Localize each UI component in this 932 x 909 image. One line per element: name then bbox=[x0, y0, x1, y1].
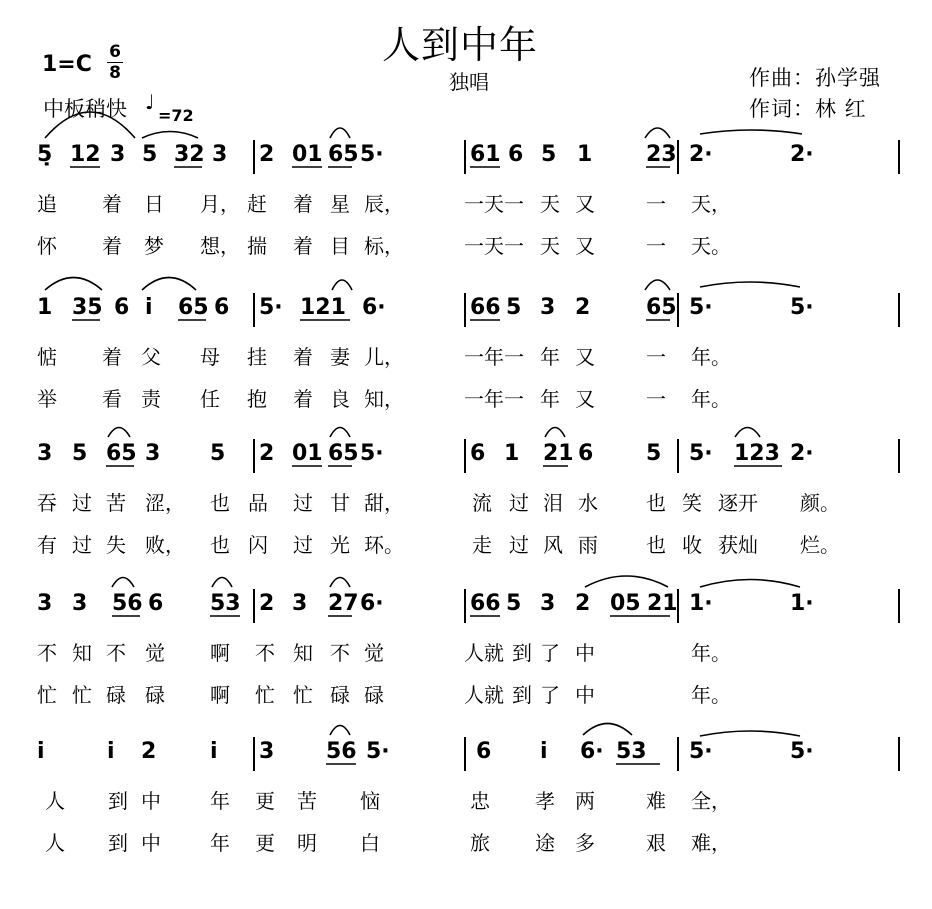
lyric-syllable: 人 bbox=[45, 789, 65, 813]
note: 121 bbox=[300, 295, 346, 320]
lyric-syllable: 白 bbox=[360, 831, 380, 855]
lyric-syllable: 过 bbox=[509, 533, 529, 557]
lyric-syllable: 难， bbox=[691, 831, 731, 855]
lyric-syllable: 不 bbox=[330, 641, 350, 665]
lyric-syllable: 着 bbox=[293, 192, 313, 216]
note: 5· bbox=[366, 739, 390, 764]
note: 3 bbox=[145, 441, 161, 466]
lyric-syllable: 啊 bbox=[210, 683, 230, 707]
lyric-syllable: 觉 bbox=[145, 641, 165, 665]
note: 56 bbox=[326, 739, 357, 764]
note: 5 bbox=[646, 441, 662, 466]
note: 1 bbox=[504, 441, 520, 466]
lyric-syllable: 颜。 bbox=[800, 491, 840, 515]
time-signature-top: 6 bbox=[109, 42, 121, 62]
barline bbox=[464, 439, 466, 473]
barline bbox=[898, 439, 900, 473]
lyric-syllable: 了 bbox=[540, 683, 560, 707]
slur bbox=[700, 130, 802, 134]
note: 5 bbox=[142, 142, 158, 167]
barline bbox=[677, 293, 679, 327]
lyric-syllable: 逐开 bbox=[718, 491, 758, 515]
slur bbox=[330, 726, 350, 736]
note: 1· bbox=[790, 591, 814, 616]
barline bbox=[898, 293, 900, 327]
barline bbox=[253, 439, 255, 473]
lyric-syllable: 艰 bbox=[646, 831, 666, 855]
lyric-syllable: 到 bbox=[108, 789, 128, 813]
note: 3 bbox=[212, 142, 228, 167]
lyric-syllable: 责 bbox=[141, 387, 161, 411]
note: i bbox=[540, 739, 548, 764]
lyric-syllable: 吞 bbox=[37, 491, 57, 515]
performance-type: 独唱 bbox=[449, 70, 489, 94]
note: 65 bbox=[328, 142, 359, 167]
lyric-syllable: 梦 bbox=[144, 234, 164, 258]
lyric-syllable: 年 bbox=[540, 345, 560, 369]
note: 3 bbox=[37, 591, 53, 616]
note: 66 bbox=[470, 295, 501, 320]
note: 53 bbox=[616, 739, 647, 764]
lyric-syllable: 赶 bbox=[247, 192, 267, 216]
lyric-syllable: 星 bbox=[330, 192, 350, 216]
barline bbox=[677, 589, 679, 623]
barline bbox=[253, 293, 255, 327]
lyric-syllable: 月， bbox=[200, 192, 240, 216]
lyric-syllable: 过 bbox=[509, 491, 529, 515]
note: 6· bbox=[362, 295, 386, 320]
note: 2 bbox=[259, 591, 275, 616]
note: 01 bbox=[292, 441, 323, 466]
note: 65 bbox=[178, 295, 209, 320]
barline bbox=[464, 140, 466, 174]
note: 5 bbox=[506, 295, 522, 320]
note: i bbox=[37, 739, 45, 764]
note: 1· bbox=[689, 591, 713, 616]
lyric-syllable: 流 bbox=[472, 491, 492, 515]
slur bbox=[700, 282, 800, 287]
note: 27 bbox=[328, 591, 359, 616]
lyric-syllable: 忙 bbox=[37, 683, 57, 707]
lyric-syllable: 旅 bbox=[470, 831, 490, 855]
slur bbox=[330, 578, 350, 588]
lyric-syllable: 啊 bbox=[210, 641, 230, 665]
lyric-syllable: 中 bbox=[575, 683, 595, 707]
lyric-syllable: 碌 bbox=[106, 683, 126, 707]
lyric-syllable: 碌 bbox=[330, 683, 350, 707]
note: i bbox=[107, 739, 115, 764]
lyric-syllable: 收 bbox=[682, 533, 702, 557]
lyric-syllable: 一 bbox=[646, 345, 666, 369]
lyric-syllable: 怀 bbox=[37, 234, 57, 258]
note: 35 bbox=[72, 295, 103, 320]
lyric-syllable: 一 bbox=[646, 387, 666, 411]
lyric-syllable: 人 bbox=[45, 831, 65, 855]
lyric-syllable: 惦 bbox=[37, 345, 57, 369]
lyric-syllable: 觉 bbox=[364, 641, 384, 665]
lyric-syllable: 挂 bbox=[247, 345, 267, 369]
note: 32 bbox=[174, 142, 205, 167]
lyric-syllable: 一年一 bbox=[464, 345, 524, 369]
barline bbox=[898, 140, 900, 174]
lyric-syllable: 抱 bbox=[247, 387, 267, 411]
lyric-syllable: 知， bbox=[364, 387, 404, 411]
lyric-syllable: 辰， bbox=[364, 192, 404, 216]
note: 21 bbox=[647, 591, 678, 616]
slur bbox=[645, 128, 670, 138]
lyric-syllable: 笑 bbox=[682, 491, 702, 515]
note: 5 bbox=[210, 441, 226, 466]
lyric-syllable: 甜， bbox=[364, 491, 404, 515]
lyric-syllable: 光 bbox=[330, 533, 350, 557]
lyric-syllable: 追 bbox=[37, 192, 57, 216]
lyric-syllable: 着 bbox=[293, 387, 313, 411]
slur bbox=[330, 428, 350, 438]
note: 6 bbox=[114, 295, 130, 320]
slur bbox=[142, 278, 196, 291]
lyric-syllable: 过 bbox=[72, 533, 92, 557]
quarter-note-icon: ♩ bbox=[145, 90, 155, 114]
lyric-syllable: 到 bbox=[512, 641, 532, 665]
lyric-syllable: 又 bbox=[575, 345, 595, 369]
lyric-syllable: 走 bbox=[472, 533, 492, 557]
lyric-syllable: 品 bbox=[248, 491, 268, 515]
lyric-syllable: 烂。 bbox=[800, 533, 840, 557]
note: 2· bbox=[689, 142, 713, 167]
lyric-syllable: 不 bbox=[106, 641, 126, 665]
note: 66 bbox=[470, 591, 501, 616]
lyric-syllable: 又 bbox=[575, 192, 595, 216]
slur bbox=[212, 578, 232, 588]
lyric-syllable: 失 bbox=[106, 533, 126, 557]
lyric-syllable: 恼 bbox=[360, 789, 380, 813]
lyric-syllable: 过 bbox=[293, 533, 313, 557]
lyric-syllable: 年 bbox=[540, 387, 560, 411]
lyric-syllable: 甘 bbox=[330, 491, 350, 515]
lyric-syllable: 中 bbox=[141, 789, 161, 813]
note: 6· bbox=[360, 591, 384, 616]
lyricist-credit: 作词：林 红 bbox=[749, 97, 867, 121]
lyric-syllable: 着 bbox=[102, 234, 122, 258]
lyric-syllable: 一天一 bbox=[464, 234, 524, 258]
lyric-syllable: 举 bbox=[37, 387, 57, 411]
note: 5 bbox=[541, 142, 557, 167]
note: 2 bbox=[259, 441, 275, 466]
lyric-syllable: 年。 bbox=[691, 387, 731, 411]
barline bbox=[464, 737, 466, 771]
lyric-syllable: 母 bbox=[200, 345, 220, 369]
lyric-syllable: 碌 bbox=[145, 683, 165, 707]
lyric-syllable: 又 bbox=[575, 234, 595, 258]
note: 6 bbox=[578, 441, 594, 466]
note: 6 bbox=[214, 295, 230, 320]
note: 61 bbox=[470, 142, 501, 167]
barline bbox=[677, 737, 679, 771]
lyric-syllable: 两 bbox=[575, 789, 595, 813]
lyric-syllable: 揣 bbox=[247, 234, 267, 258]
slur bbox=[45, 278, 102, 291]
lyric-syllable: 中 bbox=[141, 831, 161, 855]
song-title: 人到中年 bbox=[382, 23, 539, 67]
lyric-syllable: 着 bbox=[293, 234, 313, 258]
note: 65 bbox=[328, 441, 359, 466]
lyric-syllable: 不 bbox=[255, 641, 275, 665]
note: 5· bbox=[360, 441, 384, 466]
lyric-syllable: 中 bbox=[575, 641, 595, 665]
note: 5 bbox=[72, 441, 88, 466]
barline bbox=[253, 589, 255, 623]
slur bbox=[700, 731, 800, 736]
composer-credit: 作曲：孙学强 bbox=[749, 66, 881, 90]
note: 2· bbox=[790, 142, 814, 167]
note: 01 bbox=[292, 142, 323, 167]
note: 5· bbox=[790, 739, 814, 764]
lyric-syllable: 知 bbox=[72, 641, 92, 665]
slur bbox=[545, 428, 565, 438]
lyric-syllable: 闪 bbox=[248, 533, 268, 557]
slur bbox=[142, 132, 198, 139]
slur bbox=[585, 576, 668, 587]
note: 5̣ bbox=[37, 142, 53, 167]
lyric-syllable: 年 bbox=[210, 831, 230, 855]
lyric-syllable: 途 bbox=[535, 831, 555, 855]
slur bbox=[330, 128, 350, 138]
note: 53 bbox=[210, 591, 241, 616]
note: i bbox=[210, 739, 218, 764]
slur bbox=[645, 280, 670, 290]
note: 6 bbox=[148, 591, 164, 616]
lyric-syllable: 人就 bbox=[464, 683, 504, 707]
lyric-syllable: 全， bbox=[691, 789, 731, 813]
note: 65 bbox=[646, 295, 677, 320]
lyric-syllable: 一 bbox=[646, 192, 666, 216]
lyric-syllable: 有 bbox=[37, 533, 57, 557]
note: 2 bbox=[575, 295, 591, 320]
lyric-syllable: 更 bbox=[255, 789, 275, 813]
note: 5· bbox=[259, 295, 283, 320]
note: 3 bbox=[72, 591, 88, 616]
barline bbox=[253, 737, 255, 771]
lyric-syllable: 任 bbox=[200, 387, 220, 411]
lyric-syllable: 也 bbox=[646, 491, 666, 515]
barline bbox=[464, 589, 466, 623]
note: 1 bbox=[577, 142, 593, 167]
lyric-syllable: 一 bbox=[646, 234, 666, 258]
lyric-syllable: 妻 bbox=[330, 345, 350, 369]
lyric-syllable: 败， bbox=[145, 533, 185, 557]
lyric-syllable: 一年一 bbox=[464, 387, 524, 411]
lyric-syllable: 天。 bbox=[691, 234, 731, 258]
note: 5· bbox=[689, 295, 713, 320]
note: 3 bbox=[540, 591, 556, 616]
lyric-syllable: 日 bbox=[144, 192, 164, 216]
lyric-syllable: 不 bbox=[37, 641, 57, 665]
lyric-syllable: 孝 bbox=[535, 789, 555, 813]
lyric-syllable: 风 bbox=[543, 533, 563, 557]
lyric-syllable: 年。 bbox=[691, 345, 731, 369]
lyric-syllable: 天 bbox=[540, 192, 560, 216]
note: 5· bbox=[360, 142, 384, 167]
barline bbox=[677, 140, 679, 174]
lyric-syllable: 良 bbox=[330, 387, 350, 411]
note: 2· bbox=[790, 441, 814, 466]
key-signature: 1=C bbox=[42, 52, 92, 77]
note: 6 bbox=[476, 739, 492, 764]
lyric-syllable: 也 bbox=[210, 533, 230, 557]
note: 3 bbox=[292, 591, 308, 616]
note: i bbox=[145, 295, 153, 320]
lyric-syllable: 人就 bbox=[464, 641, 504, 665]
lyric-syllable: 苦 bbox=[297, 789, 317, 813]
lyric-syllable: 环。 bbox=[364, 533, 404, 557]
note: 5 bbox=[506, 591, 522, 616]
slur bbox=[735, 428, 760, 438]
note: 2 bbox=[259, 142, 275, 167]
lyric-syllable: 泪 bbox=[543, 491, 563, 515]
lyric-syllable: 忙 bbox=[255, 683, 275, 707]
note: 5· bbox=[689, 739, 713, 764]
lyric-syllable: 明 bbox=[297, 831, 317, 855]
lyric-syllable: 忙 bbox=[72, 683, 92, 707]
note: 6· bbox=[580, 739, 604, 764]
lyric-syllable: 着 bbox=[102, 192, 122, 216]
slur bbox=[583, 724, 632, 736]
barline bbox=[677, 439, 679, 473]
note: 6 bbox=[470, 441, 486, 466]
note: 56 bbox=[112, 591, 143, 616]
lyric-syllable: 忠 bbox=[470, 789, 490, 813]
lyric-syllable: 多 bbox=[575, 831, 595, 855]
note: 6 bbox=[508, 142, 524, 167]
lyric-syllable: 雨 bbox=[578, 533, 598, 557]
note: 3 bbox=[259, 739, 275, 764]
lyric-syllable: 碌 bbox=[364, 683, 384, 707]
lyric-syllable: 年。 bbox=[691, 641, 731, 665]
barline bbox=[464, 293, 466, 327]
lyric-syllable: 过 bbox=[293, 491, 313, 515]
lyric-syllable: 了 bbox=[540, 641, 560, 665]
lyric-syllable: 苦 bbox=[106, 491, 126, 515]
slur bbox=[112, 578, 134, 588]
note: 12 bbox=[70, 142, 101, 167]
note: 123 bbox=[734, 441, 780, 466]
barline bbox=[253, 140, 255, 174]
time-signature-bottom: 8 bbox=[109, 63, 121, 83]
tempo-mark: =72 bbox=[158, 106, 194, 125]
lyric-syllable: 天， bbox=[691, 192, 731, 216]
lyric-syllable: 年 bbox=[210, 789, 230, 813]
lyric-syllable: 知 bbox=[293, 641, 313, 665]
lyric-syllable: 也 bbox=[646, 533, 666, 557]
time-signature bbox=[105, 42, 125, 83]
lyric-syllable: 父 bbox=[141, 345, 161, 369]
lyric-syllable: 看 bbox=[102, 387, 122, 411]
lyric-syllable: 儿， bbox=[364, 345, 404, 369]
lyric-syllable: 过 bbox=[72, 491, 92, 515]
lyric-syllable: 着 bbox=[102, 345, 122, 369]
lyric-syllable: 也 bbox=[210, 491, 230, 515]
lyric-syllable: 着 bbox=[293, 345, 313, 369]
lyric-syllable: 一天一 bbox=[464, 192, 524, 216]
lyric-syllable: 目 bbox=[330, 234, 350, 258]
lyric-syllable: 到 bbox=[108, 831, 128, 855]
lyric-syllable: 到 bbox=[512, 683, 532, 707]
lyric-syllable: 又 bbox=[575, 387, 595, 411]
note: 5· bbox=[689, 441, 713, 466]
note: 23 bbox=[646, 142, 677, 167]
lyric-syllable: 想， bbox=[200, 234, 240, 258]
lyric-syllable: 获灿 bbox=[718, 533, 758, 557]
lyric-syllable: 水 bbox=[578, 491, 598, 515]
note: 05 bbox=[610, 591, 641, 616]
slur bbox=[332, 280, 352, 290]
lyric-syllable: 忙 bbox=[293, 683, 313, 707]
note: 5· bbox=[790, 295, 814, 320]
note: 1 bbox=[37, 295, 53, 320]
note: 3 bbox=[37, 441, 53, 466]
note: 2 bbox=[141, 739, 157, 764]
note: 3 bbox=[110, 142, 126, 167]
slur bbox=[108, 428, 130, 438]
note: 21 bbox=[543, 441, 574, 466]
lyric-syllable: 年。 bbox=[691, 683, 731, 707]
lyric-syllable: 标， bbox=[364, 234, 404, 258]
barline bbox=[898, 589, 900, 623]
barline bbox=[898, 737, 900, 771]
note: 3 bbox=[540, 295, 556, 320]
tempo-text: 中板稍快 bbox=[43, 97, 127, 121]
lyric-syllable: 更 bbox=[255, 831, 275, 855]
lyric-syllable: 难 bbox=[646, 789, 666, 813]
note: 2 bbox=[575, 591, 591, 616]
lyric-syllable: 涩， bbox=[145, 491, 185, 515]
slur bbox=[700, 580, 800, 588]
lyric-syllable: 天 bbox=[540, 234, 560, 258]
note: 65 bbox=[106, 441, 137, 466]
